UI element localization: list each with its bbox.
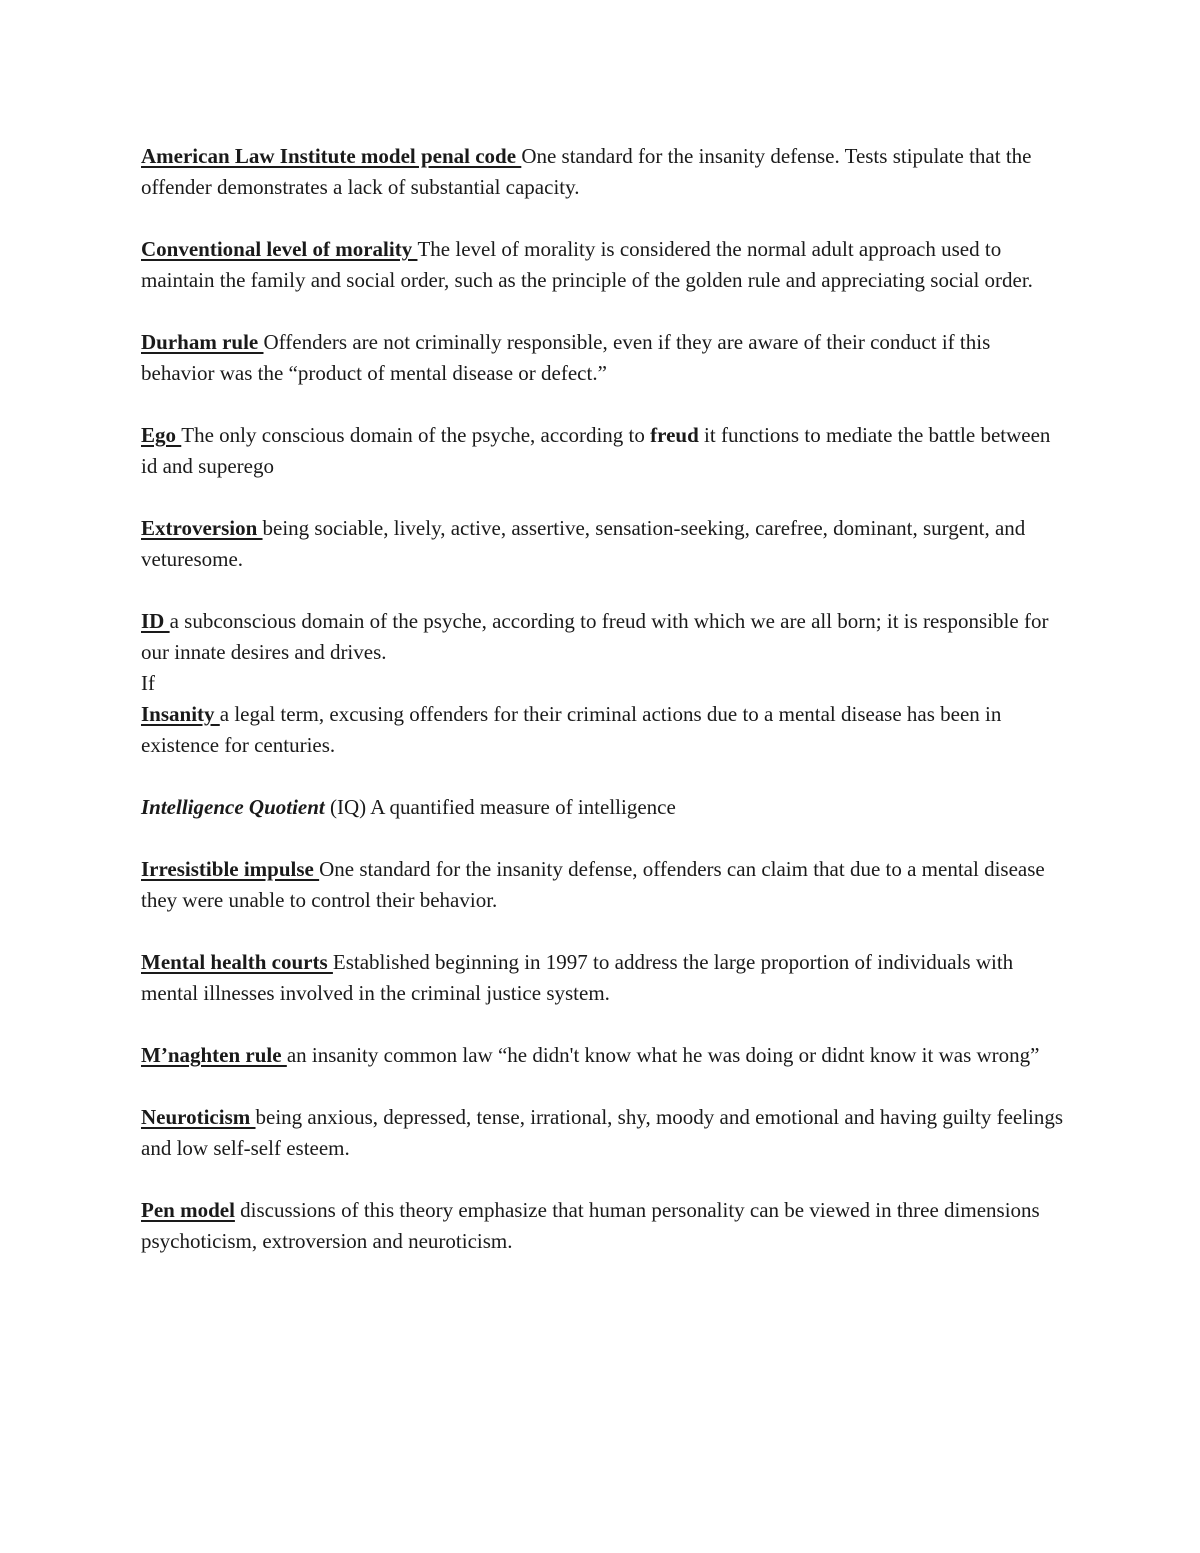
definition-insanity: a legal term, excusing offenders for their criminal actions due to a mental disease has been in existence for centuries. (141, 702, 1002, 757)
entry-neuroticism (141, 1102, 1066, 1164)
definition-ego-emphasis: freud (650, 423, 699, 447)
entry-ego (141, 420, 1066, 482)
glossary-content (141, 141, 1066, 1288)
entry-intelligence-quotient (141, 792, 1066, 823)
entry-conventional-level-of-morality (141, 234, 1066, 296)
term-neuroticism: Neuroticism (141, 1105, 256, 1129)
term-durham-rule: Durham rule (141, 330, 264, 354)
term-pen-model: Pen model (141, 1198, 235, 1222)
term-extroversion: Extroversion (141, 516, 263, 540)
term-id: ID (141, 609, 170, 633)
definition-neuroticism: being anxious, depressed, tense, irrational, shy, moody and emotional and having guilty feelings and low self-self esteem. (141, 1105, 1064, 1160)
entry-id (141, 606, 1066, 668)
definition-mental-health-courts: Established beginning in 1997 to address the large proportion of individuals with mental illnesses involved in the criminal justice system. (141, 950, 1014, 1005)
entry-ali-model-penal-code (141, 141, 1066, 203)
entry-mental-health-courts (141, 947, 1066, 1009)
entry-irresistible-impulse (141, 854, 1066, 916)
stray-text: If (141, 671, 155, 695)
definition-irresistible-impulse: One standard for the insanity defense, offenders can claim that due to a mental disease they were unable to control their behavior. (141, 857, 1045, 912)
entry-durham-rule (141, 327, 1066, 389)
entry-extroversion (141, 513, 1066, 575)
term-mnaghten-rule: M’naghten rule (141, 1043, 287, 1067)
term-insanity: Insanity (141, 702, 220, 726)
definition-conventional-level-of-morality: The level of morality is considered the normal adult approach used to maintain the family and social order, such as the principle of the golden rule and appreciating social order. (141, 237, 1033, 292)
term-intelligence-quotient: Intelligence Quotient (141, 795, 325, 819)
entry-mnaghten-rule (141, 1040, 1066, 1071)
term-ego: Ego (141, 423, 182, 447)
definition-pen-model: discussions of this theory emphasize that human personality can be viewed in three dimensions psychoticism, extroversion and neuroticism. (141, 1198, 1040, 1253)
definition-ali-model-penal-code: One standard for the insanity defense. Tests stipulate that the offender demonstrates a lack of substantial capacity. (141, 144, 1032, 199)
definition-ego-part-2: it functions to mediate the battle between id and superego (141, 423, 1051, 478)
definition-durham-rule: Offenders are not criminally responsible, even if they are aware of their conduct if this behavior was the “product of mental disease or defect.” (141, 330, 991, 385)
definition-intelligence-quotient: (IQ) A quantified measure of intelligence (324, 795, 676, 819)
term-conventional-level-of-morality: Conventional level of morality (141, 237, 418, 261)
definition-mnaghten-rule: an insanity common law “he didn't know what he was doing or didnt know it was wrong” (286, 1043, 1040, 1067)
entry-insanity (141, 699, 1066, 761)
term-ali-model-penal-code: American Law Institute model penal code (141, 144, 522, 168)
definition-id: a subconscious domain of the psyche, according to freud with which we are all born; it is responsible for our innate desires and drives. (141, 609, 1049, 664)
entry-pen-model (141, 1195, 1066, 1257)
term-irresistible-impulse: Irresistible impulse (141, 857, 320, 881)
definition-ego-part-1: The only conscious domain of the psyche, according to (181, 423, 651, 447)
term-mental-health-courts: Mental health courts (141, 950, 333, 974)
definition-extroversion: being sociable, lively, active, assertive, sensation-seeking, carefree, dominant, surgent, and veturesome. (141, 516, 1026, 571)
